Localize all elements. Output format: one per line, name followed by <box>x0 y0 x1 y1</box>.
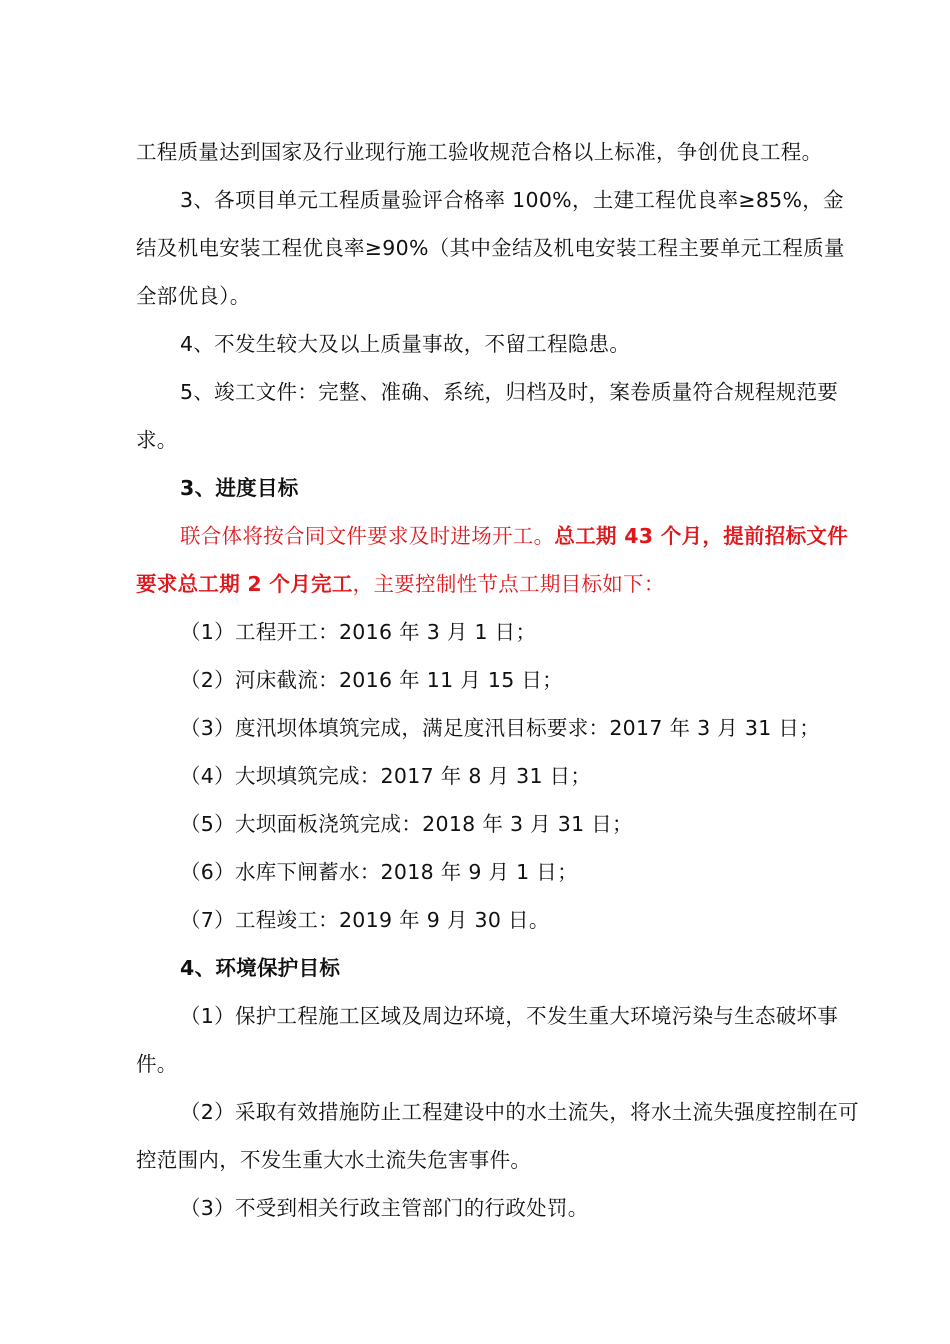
quality-item-3: 3、各项目单元工程质量验评合格率 100%，土建工程优良率≥85%，金结及机电安装工程优良率≥90%（其中金结及机电安装工程主要单元工程质量全部优良）。 <box>136 188 845 308</box>
environment-item-2: （2）采取有效措施防止工程建设中的水土流失，将水土流失强度控制在可控范围内，不发生重大水土流失危害事件。 <box>136 1100 859 1172</box>
section-heading-progress: 3、进度目标 <box>180 476 299 500</box>
milestone-4: （4）大坝填筑完成：2017 年 8 月 31 日； <box>180 764 592 788</box>
milestone-6: （6）水库下闸蓄水：2018 年 9 月 1 日； <box>180 860 578 884</box>
quality-item-4: 4、不发生较大及以上质量事故，不留工程隐患。 <box>180 332 631 356</box>
progress-intro <box>136 512 860 608</box>
section-heading-environment: 4、环境保护目标 <box>180 956 341 980</box>
environment-item-3: （3）不受到相关行政主管部门的行政处罚。 <box>180 1196 589 1220</box>
environment-item-1: （1）保护工程施工区域及周边环境，不发生重大环境污染与生态破坏事件。 <box>136 1004 839 1076</box>
milestone-3: （3）度汛坝体填筑完成，满足度汛目标要求：2017 年 3 月 31 日； <box>180 716 821 740</box>
progress-intro-part-1: 联合体将按合同文件要求及时进场开工。 <box>180 524 555 548</box>
document-body <box>136 128 860 1232</box>
milestone-5: （5）大坝面板浇筑完成：2018 年 3 月 31 日； <box>180 812 633 836</box>
quality-paragraph-continued: 工程质量达到国家及行业现行施工验收规范合格以上标准，争创优良工程。 <box>136 140 823 164</box>
milestone-1: （1）工程开工：2016 年 3 月 1 日； <box>180 620 537 644</box>
progress-intro-part-3: ，主要控制性节点工期目标如下： <box>352 572 665 596</box>
quality-item-5: 5、竣工文件：完整、准确、系统，归档及时，案卷质量符合规程规范要求。 <box>136 380 839 452</box>
milestone-2: （2）河床截流：2016 年 11 月 15 日； <box>180 668 563 692</box>
milestone-7: （7）工程竣工：2019 年 9 月 30 日。 <box>180 908 550 932</box>
progress-intro-part-2: 总工期 43 个月，提前招标文件要求总工期 2 个月完工 <box>136 524 849 596</box>
